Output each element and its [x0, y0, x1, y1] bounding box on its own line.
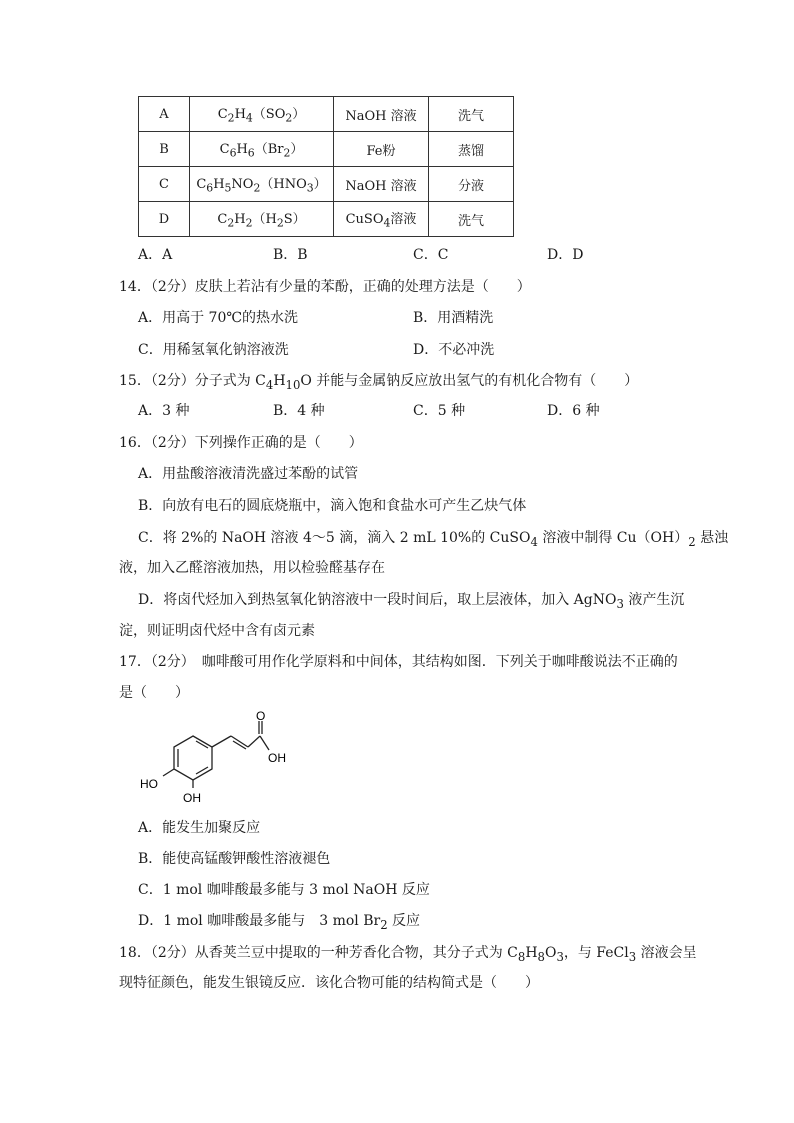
mixture-cell: $C_6H_5NO_2(HNO_3)$ [190, 167, 334, 202]
q16-option-a: A．用盐酸溶液清洗盛过苯酚的试管 [138, 466, 359, 482]
reagent-cell: CuSO$_4$溶液 [334, 202, 429, 237]
table-row [139, 97, 514, 132]
q14-option-a: A．用高于 70℃的热水洗 [138, 310, 299, 326]
phenol-oh-label: OH [183, 791, 201, 805]
q16-option-d-line2: 淀，则证明卤代烃中含有卤元素 [119, 623, 315, 639]
method-cell: 蒸馏 [429, 132, 514, 167]
table-row [139, 202, 514, 237]
q15-option-a: A．3 种 [138, 403, 190, 419]
q14-stem: 14．（2分）皮肤上若沾有少量的苯酚，正确的处理方法是（ ） [119, 279, 531, 295]
q15-option-b: B．4 种 [273, 403, 325, 419]
q18-stem-line2: 现特征颜色，能发生银镜反应．该化合物可能的结构简式是（ ） [119, 975, 539, 991]
table-row [139, 132, 514, 167]
q16-option-c-line2: 液，加入乙醛溶液加热，用以检验醛基存在 [119, 560, 385, 576]
q16-option-d-line1: D．将卤代烃加入到热氢氧化钠溶液中一段时间后，取上层液体，加入 AgNO$_3$ 液产生沉 [138, 592, 685, 611]
q17-option-d: D．1 mol 咖啡酸最多能与 3 mol $Br_2$ 反应 [138, 913, 421, 932]
q13-option-b: B．B [273, 247, 308, 263]
row-label: D [139, 202, 190, 237]
reagent-cell: NaOH 溶液 [334, 97, 429, 132]
phenol-ho-label: HO [140, 777, 158, 791]
mixture-cell: $C_2H_2(H_2S)$ [190, 202, 334, 237]
q13-option-c: C．C [413, 247, 449, 263]
method-cell: 分液 [429, 167, 514, 202]
q14-option-d: D．不必冲洗 [413, 342, 495, 358]
carbonyl-oxygen-label: O [256, 709, 266, 723]
table-row [139, 167, 514, 202]
q17-option-a: A．能发生加聚反应 [138, 820, 261, 836]
q17-stem-line2: 是（ ） [119, 685, 189, 701]
q13-options-table [138, 96, 514, 237]
mixture-cell: $C_2H_4(SO_2)$ [190, 97, 334, 132]
row-label: C [139, 167, 190, 202]
method-cell: 洗气 [429, 97, 514, 132]
mixture-cell: $C_6H_6(Br_2)$ [190, 132, 334, 167]
q18-stem-line1: 18．（2分）从香荚兰豆中提取的一种芳香化合物，其分子式为 $C_8H_8O_3$，与 FeCl$_3$ 溶液会呈 [119, 945, 697, 964]
method-cell: 洗气 [429, 202, 514, 237]
q17-stem-line1: 17．（2分） 咖啡酸可用作化学原料和中间体，其结构如图．下列关于咖啡酸说法不正确的 [119, 654, 678, 670]
q16-stem: 16．（2分）下列操作正确的是（ ） [119, 435, 363, 451]
reagent-cell: Fe粉 [334, 132, 429, 167]
row-label: B [139, 132, 190, 167]
q14-option-c: C．用稀氢氧化钠溶液洗 [138, 342, 289, 358]
q15-option-c: C．5 种 [413, 403, 466, 419]
row-label: A [139, 97, 190, 132]
q16-option-b: B．向放有电石的圆底烧瓶中，滴入饱和食盐水可产生乙炔气体 [138, 498, 527, 514]
q13-option-d: D．D [547, 247, 584, 263]
q15-option-d: D．6 种 [547, 403, 600, 419]
q16-option-c-line1: C．将 2%的 NaOH 溶液 4～5 滴，滴入 2 mL 10%的 CuSO$_4$ 溶液中制得 $Cu(OH)_2$ 悬浊 [138, 530, 729, 549]
q14-option-b: B．用酒精洗 [413, 310, 494, 326]
carboxyl-oh-label: OH [268, 751, 286, 765]
vinyl-bond [212, 736, 231, 747]
q13-option-a: A．A [138, 247, 173, 263]
q17-option-b: B．能使高锰酸钾酸性溶液褪色 [138, 851, 331, 867]
q17-option-c: C．1 mol 咖啡酸最多能与 3 mol NaOH 反应 [138, 882, 430, 898]
benzene-ring [174, 736, 212, 780]
q15-stem: 15．（2分）分子式为 $C_4H_{10}O$ 并能与金属钠反应放出氢气的有机化合物有（ ） [119, 373, 639, 392]
reagent-cell: NaOH 溶液 [334, 167, 429, 202]
caffeic-acid-structure [138, 708, 298, 808]
